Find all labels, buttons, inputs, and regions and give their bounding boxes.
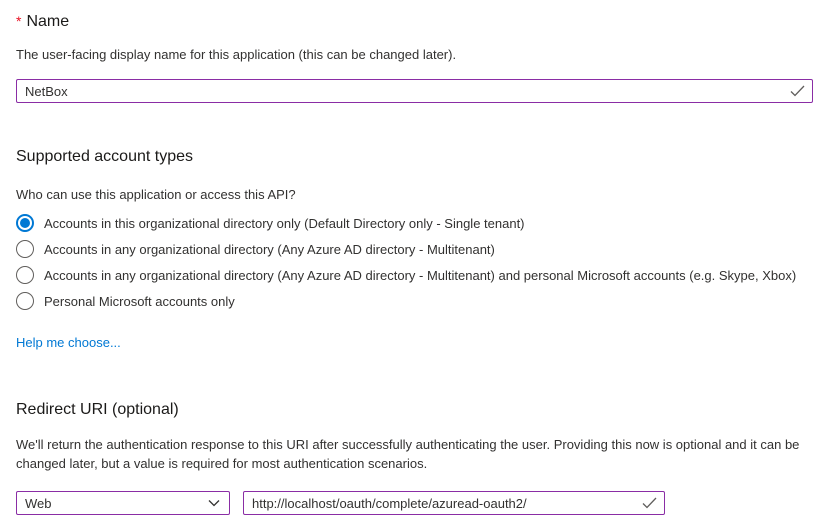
radio-unselected-icon bbox=[16, 266, 34, 284]
account-types-question: Who can use this application or access this API? bbox=[16, 187, 296, 202]
platform-select-value: Web bbox=[25, 495, 52, 511]
redirect-uri-description: We'll return the authentication response to this URI after successfully authenticating the user. Providing this now is optional and it can be changed later, but a value is required for most authentication scenarios. bbox=[16, 437, 800, 471]
name-description: The user-facing display name for this application (this can be changed later). bbox=[16, 47, 457, 62]
help-me-choose-link[interactable]: Help me choose... bbox=[16, 335, 121, 350]
redirect-uri-field bbox=[243, 491, 665, 515]
redirect-uri-controls bbox=[16, 491, 813, 515]
radio-option-multitenant[interactable] bbox=[16, 240, 813, 258]
chevron-down-icon bbox=[208, 499, 220, 507]
radio-unselected-icon bbox=[16, 292, 34, 310]
name-section-title bbox=[16, 11, 813, 32]
radio-option-label: Personal Microsoft accounts only bbox=[44, 293, 235, 309]
radio-selected-icon bbox=[16, 214, 34, 232]
account-types-radio-group bbox=[16, 214, 813, 310]
radio-option-multitenant-personal[interactable] bbox=[16, 266, 813, 284]
radio-option-label: Accounts in any organizational directory (Any Azure AD directory - Multitenant) bbox=[44, 241, 495, 257]
name-title-text: Name bbox=[26, 13, 70, 30]
radio-option-label: Accounts in any organizational directory (Any Azure AD directory - Multitenant) and personal Microsoft accounts (e.g. Skype, Xbox) bbox=[44, 267, 797, 283]
redirect-uri-section bbox=[16, 400, 813, 515]
radio-option-personal-only[interactable] bbox=[16, 292, 813, 310]
redirect-uri-input[interactable] bbox=[243, 491, 665, 515]
platform-select[interactable] bbox=[16, 491, 230, 515]
name-section bbox=[16, 11, 813, 103]
radio-unselected-icon bbox=[16, 240, 34, 258]
account-types-title: Supported account types bbox=[16, 148, 194, 165]
required-asterisk: * bbox=[16, 13, 22, 29]
account-types-section bbox=[16, 147, 813, 352]
radio-option-single-tenant[interactable] bbox=[16, 214, 813, 232]
name-input[interactable] bbox=[16, 79, 813, 103]
radio-option-label: Accounts in this organizational directory only (Default Directory only - Single tenant) bbox=[44, 215, 525, 231]
name-field bbox=[16, 79, 813, 103]
redirect-uri-title: Redirect URI (optional) bbox=[16, 401, 179, 418]
